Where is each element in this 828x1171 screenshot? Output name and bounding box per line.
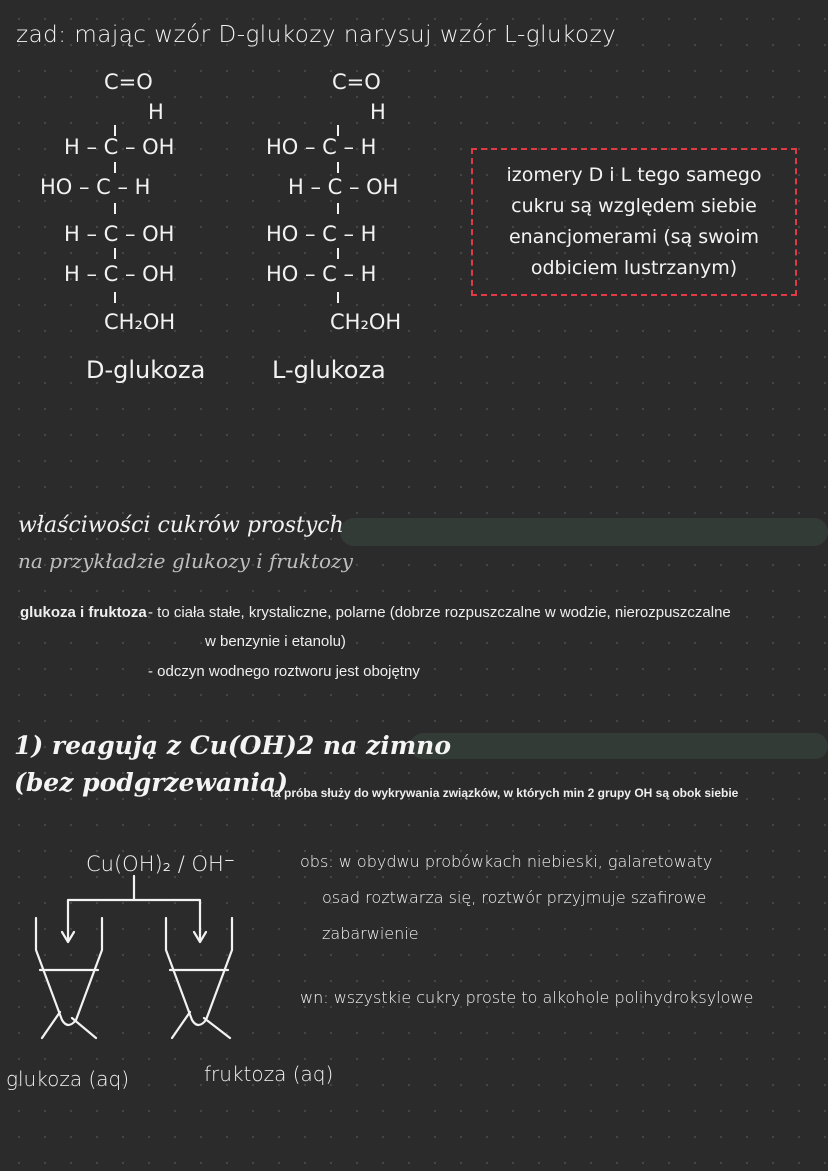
d-bond <box>114 248 116 259</box>
l-bond <box>337 203 339 214</box>
right-tube-label: fruktoza (aq) <box>204 1062 334 1086</box>
reaction-note: ta próba służy do wykrywania związków, w których min 2 grupy OH są obok siebie <box>270 786 739 800</box>
properties-line-2: w benzynie i etanolu) <box>205 633 346 650</box>
test-tubes-diagram <box>0 870 300 1070</box>
d-bond <box>114 162 116 173</box>
conclusion: wn: wszystkie cukry proste to alkohole polihydroksylowe <box>300 988 754 1007</box>
properties-line-3: - odczyn wodnego roztworu jest obojętny <box>148 663 420 680</box>
d-row-c2: H – C – OH <box>64 135 175 159</box>
reagent-connector <box>68 876 200 940</box>
reaction-title-line-1: 1) reagują z Cu(OH)2 na zimno <box>14 731 452 760</box>
properties-label: glukoza i fruktoza <box>20 604 147 621</box>
left-tube-label: glukoza (aq) <box>6 1067 130 1091</box>
d-bond <box>114 203 116 214</box>
l-row-c3: H – C – OH <box>288 175 399 199</box>
d-aldehyde-h: H <box>148 100 164 124</box>
l-glucose-name: L-glukoza <box>272 356 386 384</box>
callout-line: cukru są względem siebie <box>511 195 757 217</box>
l-bond <box>337 248 339 259</box>
d-row-c6: CH₂OH <box>104 310 176 334</box>
l-aldehyde-group: C=O <box>332 70 381 94</box>
reaction-header-bar <box>410 733 828 759</box>
d-bond <box>114 292 116 303</box>
l-row-c5: HO – C – H <box>266 262 377 286</box>
observation-line-3: zabarwienie <box>322 924 419 943</box>
section-subtitle: na przykładzie glukozy i fruktozy <box>18 549 353 573</box>
observation-line-2: osad roztwarza się, roztwór przyjmuje szafirowe <box>322 888 707 907</box>
reagent-label: Cu(OH)₂ / OH⁻ <box>86 852 235 876</box>
enantiomer-callout-box <box>471 148 797 296</box>
l-bond <box>337 162 339 173</box>
callout-line: odbiciem lustrzanym) <box>530 257 738 279</box>
properties-line-1: - to ciała stałe, krystaliczne, polarne (dobrze rozpuszczalne w wodzie, nierozpuszczalne <box>148 604 731 621</box>
section-title: właściwości cukrów prostych <box>18 513 344 538</box>
d-glucose-name: D-glukoza <box>86 356 206 384</box>
d-row-c5: H – C – OH <box>64 262 175 286</box>
d-row-c4: H – C – OH <box>64 222 175 246</box>
callout-line: enancjomerami (są swoim <box>508 226 760 248</box>
l-row-c4: HO – C – H <box>266 222 377 246</box>
section-header-bar <box>340 518 828 546</box>
observation-line-1: obs: w obydwu probówkach niebieski, galaretowaty <box>300 852 713 871</box>
l-aldehyde-h: H <box>370 100 386 124</box>
callout-line: izomery D i L tego samego <box>506 164 762 186</box>
l-bond <box>337 292 339 303</box>
d-aldehyde-group: C=O <box>104 70 153 94</box>
task-title: zad: mając wzór D-glukozy narysuj wzór L-glukozy <box>16 22 617 48</box>
l-row-c6: CH₂OH <box>330 310 402 334</box>
d-row-c3: HO – C – H <box>40 175 151 199</box>
reaction-title-line-2: (bez podgrzewania) <box>14 768 288 797</box>
l-row-c2: HO – C – H <box>266 135 377 159</box>
